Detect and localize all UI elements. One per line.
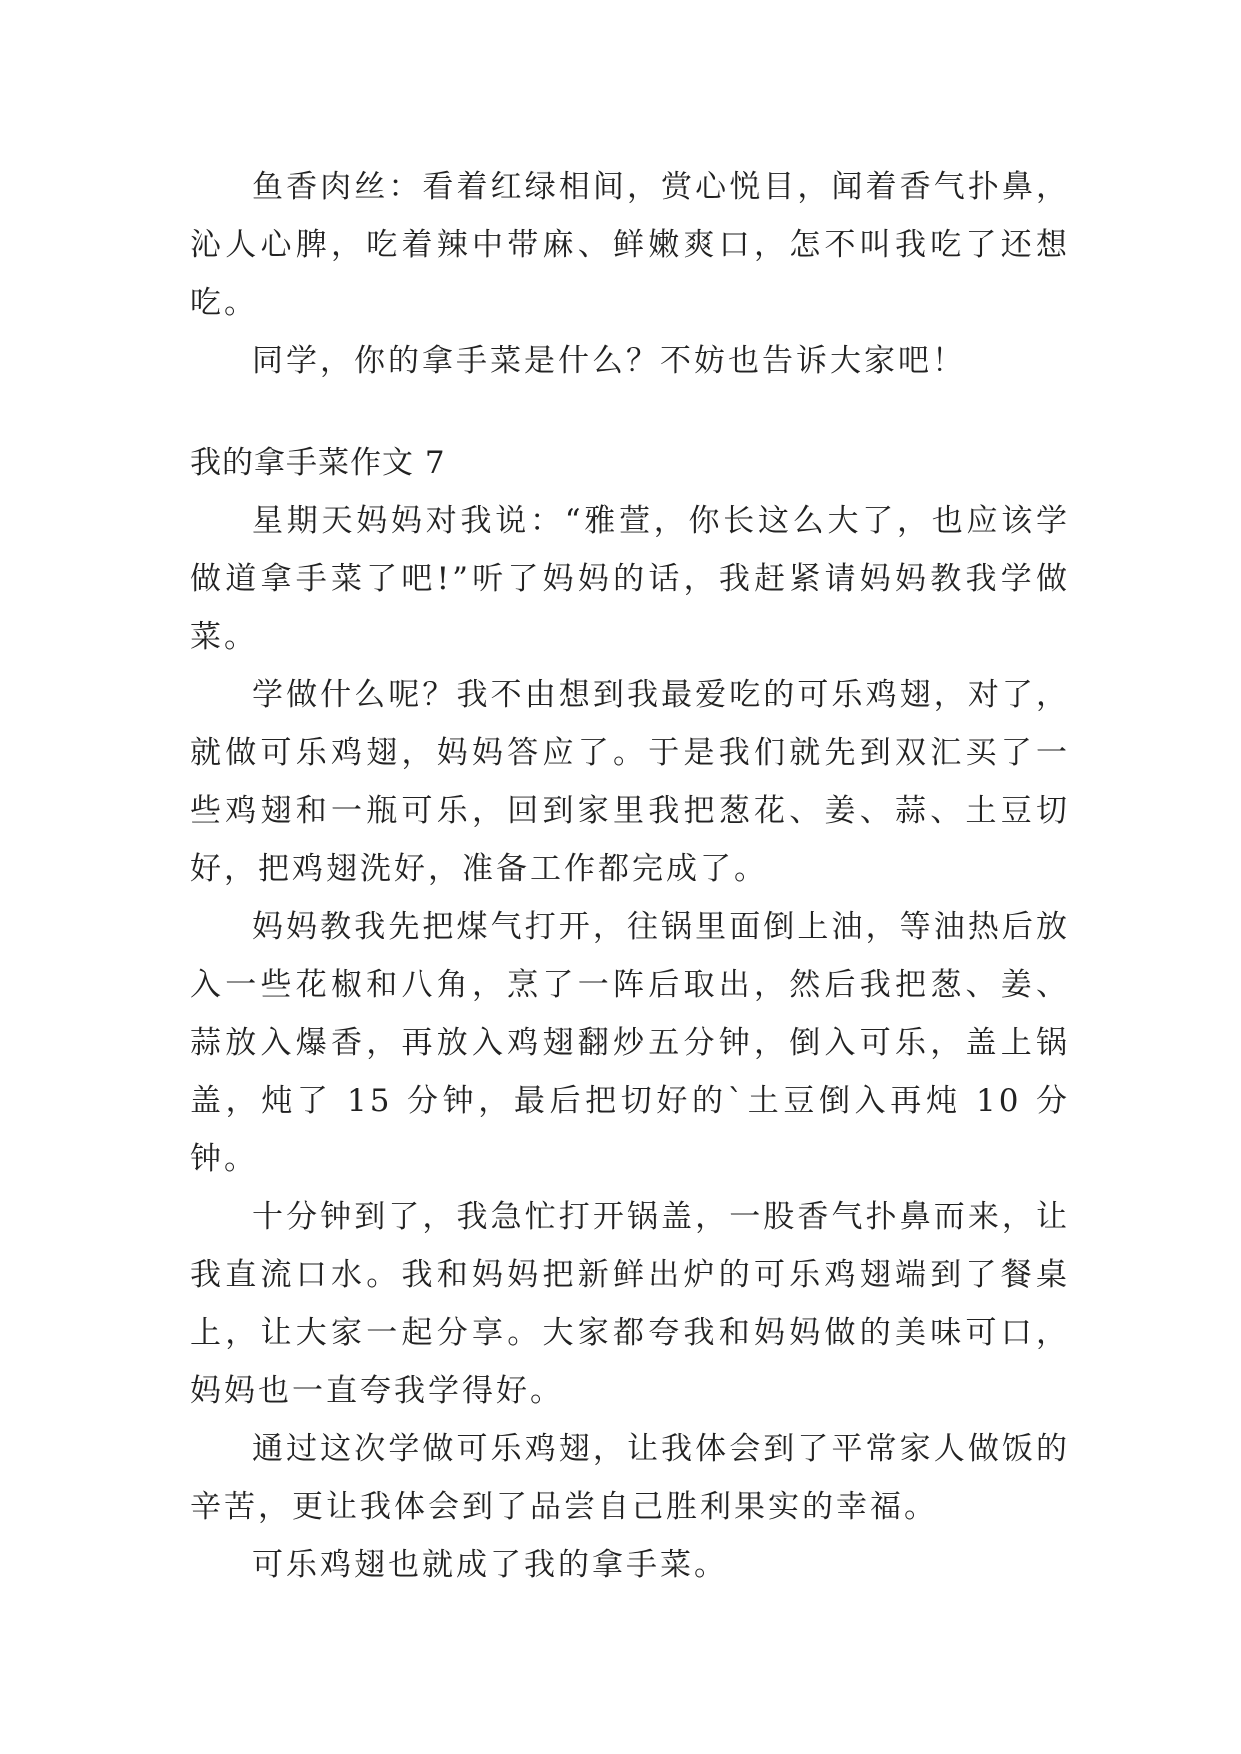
- paragraph-what-to-cook: 学做什么呢？我不由想到我最爱吃的可乐鸡翅，对了，就做可乐鸡翅，妈妈答应了。于是我们就先到双汇买了一些鸡翅和一瓶可乐，回到家里我把葱花、姜、蒜、土豆切好，把鸡翅洗好，准备工作都完成了。: [190, 677, 1070, 887]
- paragraph-cooking-steps: 妈妈教我先把煤气打开，往锅里面倒上油，等油热后放入一些花椒和八角，烹了一阵后取出，然后我把葱、姜、蒜放入爆香，再放入鸡翅翻炒五分钟，倒入可乐，盖上锅盖，炖了 15 分钟，最后把切好的`土豆倒入再炖 10 分钟。: [190, 909, 1070, 1177]
- paragraph-question-to-classmates: 同学，你的拿手菜是什么？不妨也告诉大家吧！: [252, 343, 966, 379]
- paragraph-reflection: 通过这次学做可乐鸡翅，让我体会到了平常家人做饭的辛苦，更让我体会到了品尝自己胜利果实的幸福。: [190, 1431, 1070, 1525]
- section-title: 我的拿手菜作文 7: [190, 445, 446, 481]
- paragraph-fish-shredded-pork: 鱼香肉丝：看着红绿相间，赏心悦目，闻着香气扑鼻，沁人心脾，吃着辣中带麻、鲜嫩爽口，怎不叫我吃了还想吃。: [190, 169, 1070, 321]
- document-content: [190, 158, 1070, 1594]
- paragraph-ten-minutes: 十分钟到了，我急忙打开锅盖，一股香气扑鼻而来，让我直流口水。我和妈妈把新鲜出炉的可乐鸡翅端到了餐桌上，让大家一起分享。大家都夸我和妈妈做的美味可口，妈妈也一直夸我学得好。: [190, 1199, 1070, 1409]
- paragraph-conclusion: 可乐鸡翅也就成了我的拿手菜。: [252, 1547, 728, 1583]
- paragraph-sunday: 星期天妈妈对我说：“雅萱，你长这么大了，也应该学做道拿手菜了吧!”听了妈妈的话，我赶紧请妈妈教我学做菜。: [190, 503, 1070, 655]
